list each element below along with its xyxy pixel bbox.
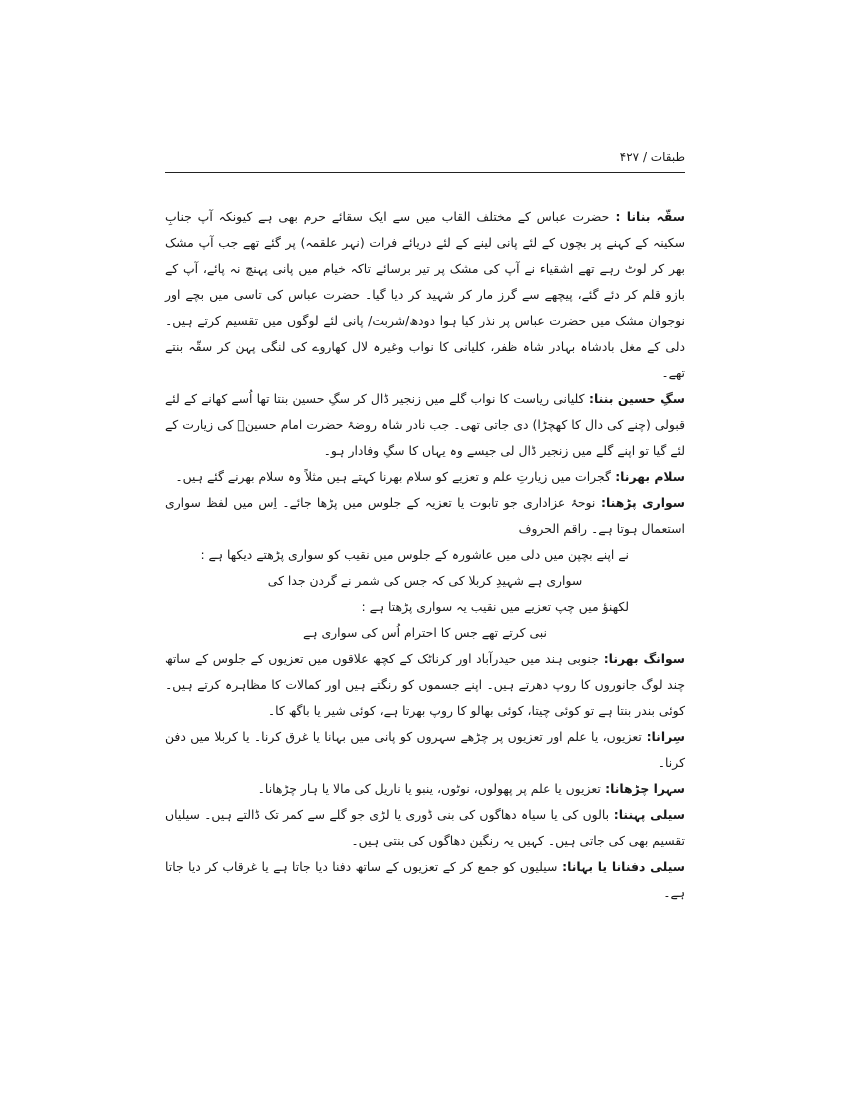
entry-term: سِرانا bbox=[651, 729, 685, 744]
entry-body: جنوبی ہند میں حیدرآباد اور کرناٹک کے کچھ علاقوں میں تعزیوں کے جلوس کے ساتھ چند لوگ جانوروں کا روپ دھرتے ہیں۔ اپنے جسموں کو رنگتے ہیں اور کمالات کا مظاہرہ کرتے ہیں۔ کوئی بندر بنتا ہے تو کوئی چیتا، کوئی بھالو کا روپ بھرتا ہے، کوئی شیر یا باگھ کا۔ bbox=[165, 651, 685, 718]
entry-term: سقّہ بنانا bbox=[626, 209, 685, 224]
entry-body: سیلیوں کو جمع کر کے تعزیوں کے ساتھ دفنا دیا جاتا ہے یا غرقاب کر دیا جاتا ہے۔ bbox=[165, 859, 685, 900]
entry-term: سوانگ بھرنا bbox=[608, 651, 685, 666]
entry-salam-bharna: سلام بھرنا: گجرات میں زیارتِ علم و تعزیے کو سلام بھرنا کہتے ہیں مثلاً وہ سلام بھرنے گئے ہیں۔ bbox=[175, 469, 685, 484]
entry-term: سگِ حسین بننا bbox=[593, 391, 685, 406]
entry-sehra-chadhana: سہرا چڑھانا: تعزیوں یا علم پر پھولوں، نوٹوں، ینبو یا ناریل کی مالا یا ہار چڑھانا۔ bbox=[257, 781, 685, 796]
entry-saqqa: سقّہ بنانا : حضرت عباس کے مختلف القاب میں سے ایک سقائے حرم بھی ہے کیونکہ آپ جنابِ سکینہ کے کہنے پر بچوں کے لئے پانی لینے کے لئے دریائے فرات (نہر علقمہ) پر گئے تھے جب آپ مشک بھر کر لوٹ رہے تھے اشقیاء نے آپ کی مشک پر تیر برسائے تاکہ خیام میں پانی پہنچ نہ پائے، آپ کے بازو قلم کر دئے گئے، پیچھے سے گرز مار کر شہید کر دیا گیا۔ حضرت عباس کی تاسی میں بچے اور نوجوان مشک میں حضرت عباس پر نذر کیا ہوا دودھ/شربت/ پانی لئے لوگوں میں تقسیم کرتے ہیں۔ دلی کے مغل بادشاہ بہادر شاہ ظفر، کلیانی کا نواب وغیرہ لال کھاروے کی لنگی پہن کر سقّہ بنتے تھے۔ bbox=[165, 209, 685, 380]
quote-intro: نے اپنے بچپن میں دلی میں عاشورہ کے جلوس میں نقیب کو سواری پڑھتے دیکھا ہے : bbox=[200, 547, 629, 562]
entry-body: تعزیوں، یا علم اور تعزیوں پر چڑھے سہروں کو پانی میں بہانا یا غرق کرنا۔ یا کربلا میں دفن کرنا۔ bbox=[165, 729, 685, 770]
entry-body: کلیانی ریاست کا نواب گلے میں زنجیر ڈال کر سگِ حسین بنتا تھا اُسے کھانے کے لئے قبولی (چنے کی دال کا کھچڑا) دی جاتی تھی۔ جب نادر شاہ روضۂ حضرت امام حسینؑ کی زیارت کے لئے گیا تو اپنے گلے میں زنجیر ڈال لی جیسے وہ یہاں کا سگِ وفادار ہو۔ bbox=[165, 391, 685, 458]
entry-seli-dafnana: سیلی دفنانا یا بہانا: سیلیوں کو جمع کر کے تعزیوں کے ساتھ دفنا دیا جاتا ہے یا غرقاب کر دیا جاتا ہے۔ bbox=[165, 859, 685, 900]
entry-term: سہرا چڑھانا bbox=[610, 781, 685, 796]
entry-sawari-padhna: سواری پڑھنا: نوحۂ عزاداری جو تابوت یا تعزیہ کے جلوس میں پڑھا جائے۔ اِس میں لفظ سواری استعمال ہوتا ہے۔ راقم الحروف bbox=[165, 495, 685, 536]
entry-sag-e-husain: سگِ حسین بننا: کلیانی ریاست کا نواب گلے میں زنجیر ڈال کر سگِ حسین بنتا تھا اُسے کھانے کے لئے قبولی (چنے کی دال کا کھچڑا) دی جاتی تھی۔ جب نادر شاہ روضۂ حضرت امام حسینؑ کی زیارت کے لئے گیا تو اپنے گلے میں زنجیر ڈال لی جیسے وہ یہاں کا سگِ وفادار ہو۔ bbox=[165, 391, 685, 458]
entry-term: سلام بھرنا bbox=[620, 469, 685, 484]
entry-body: گجرات میں زیارتِ علم و تعزیے کو سلام بھرنا کہتے ہیں مثلاً وہ سلام بھرنے گئے ہیں۔ bbox=[175, 469, 611, 484]
entry-seli-pehanna: سیلی پہننا: بالوں کی یا سیاہ دھاگوں کی بنی ڈوری یا لڑی جو گلے سے کمر تک ڈالتے ہیں۔ سیلیاں تقسیم بھی کی جاتی ہیں۔ کہیں یہ رنگین دھاگوں کی بنتی ہیں۔ bbox=[165, 807, 685, 848]
verse-line: نبی کرتے تھے جس کا احترام اُس کی سواری ہے bbox=[303, 625, 547, 640]
page-header: طبقات / ۴۲۷ bbox=[619, 150, 685, 164]
verse-line: سواری ہے شہیدِ کربلا کی کہ جس کی شمر نے گردن جدا کی bbox=[267, 573, 583, 588]
quote-intro: لکھنؤ میں چپ تعزیے میں نقیب یہ سواری پڑھتا ہے : bbox=[361, 599, 629, 614]
entry-term: سیلی پہننا bbox=[618, 807, 685, 822]
entry-term: سواری پڑھنا bbox=[605, 495, 685, 510]
entry-swang-bharna: سوانگ بھرنا: جنوبی ہند میں حیدرآباد اور کرناٹک کے کچھ علاقوں میں تعزیوں کے جلوس کے ساتھ چند لوگ جانوروں کا روپ دھرتے ہیں۔ اپنے جسموں کو رنگتے ہیں اور کمالات کا مظاہرہ کرتے ہیں۔ کوئی بندر بنتا ہے تو کوئی چیتا، کوئی بھالو کا روپ بھرتا ہے، کوئی شیر یا باگھ کا۔ bbox=[165, 651, 685, 718]
entry-body: حضرت عباس کے مختلف القاب میں سے ایک سقائے حرم بھی ہے کیونکہ آپ جنابِ سکینہ کے کہنے پر بچوں کے لئے پانی لینے کے لئے دریائے فرات (نہر علقمہ) پر گئے تھے جب آپ مشک بھر کر لوٹ رہے تھے اشقیاء نے آپ کی مشک پر تیر برسائے تاکہ خیام میں پانی پہنچ نہ پائے، آپ کے بازو قلم کر دئے گئے، پیچھے سے گرز مار کر شہید کر دیا گیا۔ حضرت عباس کی تاسی میں بچے اور نوجوان مشک میں حضرت عباس پر نذر کیا ہوا دودھ/شربت/ پانی لئے لوگوں میں تقسیم کرتے ہیں۔ دلی کے مغل بادشاہ بہادر شاہ ظفر، کلیانی کا نواب وغیرہ لال کھاروے کی لنگی پہن کر سقّہ بنتے تھے۔ bbox=[165, 209, 685, 380]
entry-term: سیلی دفنانا یا بہانا bbox=[567, 859, 685, 874]
entry-body: تعزیوں یا علم پر پھولوں، نوٹوں، ینبو یا ناریل کی مالا یا ہار چڑھانا۔ bbox=[257, 781, 601, 796]
header-rule bbox=[165, 172, 685, 173]
entry-body: بالوں کی یا سیاہ دھاگوں کی بنی ڈوری یا لڑی جو گلے سے کمر تک ڈالتے ہیں۔ سیلیاں تقسیم بھی کی جاتی ہیں۔ کہیں یہ رنگین دھاگوں کی بنتی ہیں۔ bbox=[165, 807, 685, 848]
entry-body: نوحۂ عزاداری جو تابوت یا تعزیہ کے جلوس میں پڑھا جائے۔ اِس میں لفظ سواری استعمال ہوتا ہے۔ راقم الحروف bbox=[165, 495, 685, 536]
entry-sirana: سِرانا: تعزیوں، یا علم اور تعزیوں پر چڑھے سہروں کو پانی میں بہانا یا غرق کرنا۔ یا کربلا میں دفن کرنا۔ bbox=[165, 729, 685, 770]
glossary-content bbox=[165, 204, 685, 906]
